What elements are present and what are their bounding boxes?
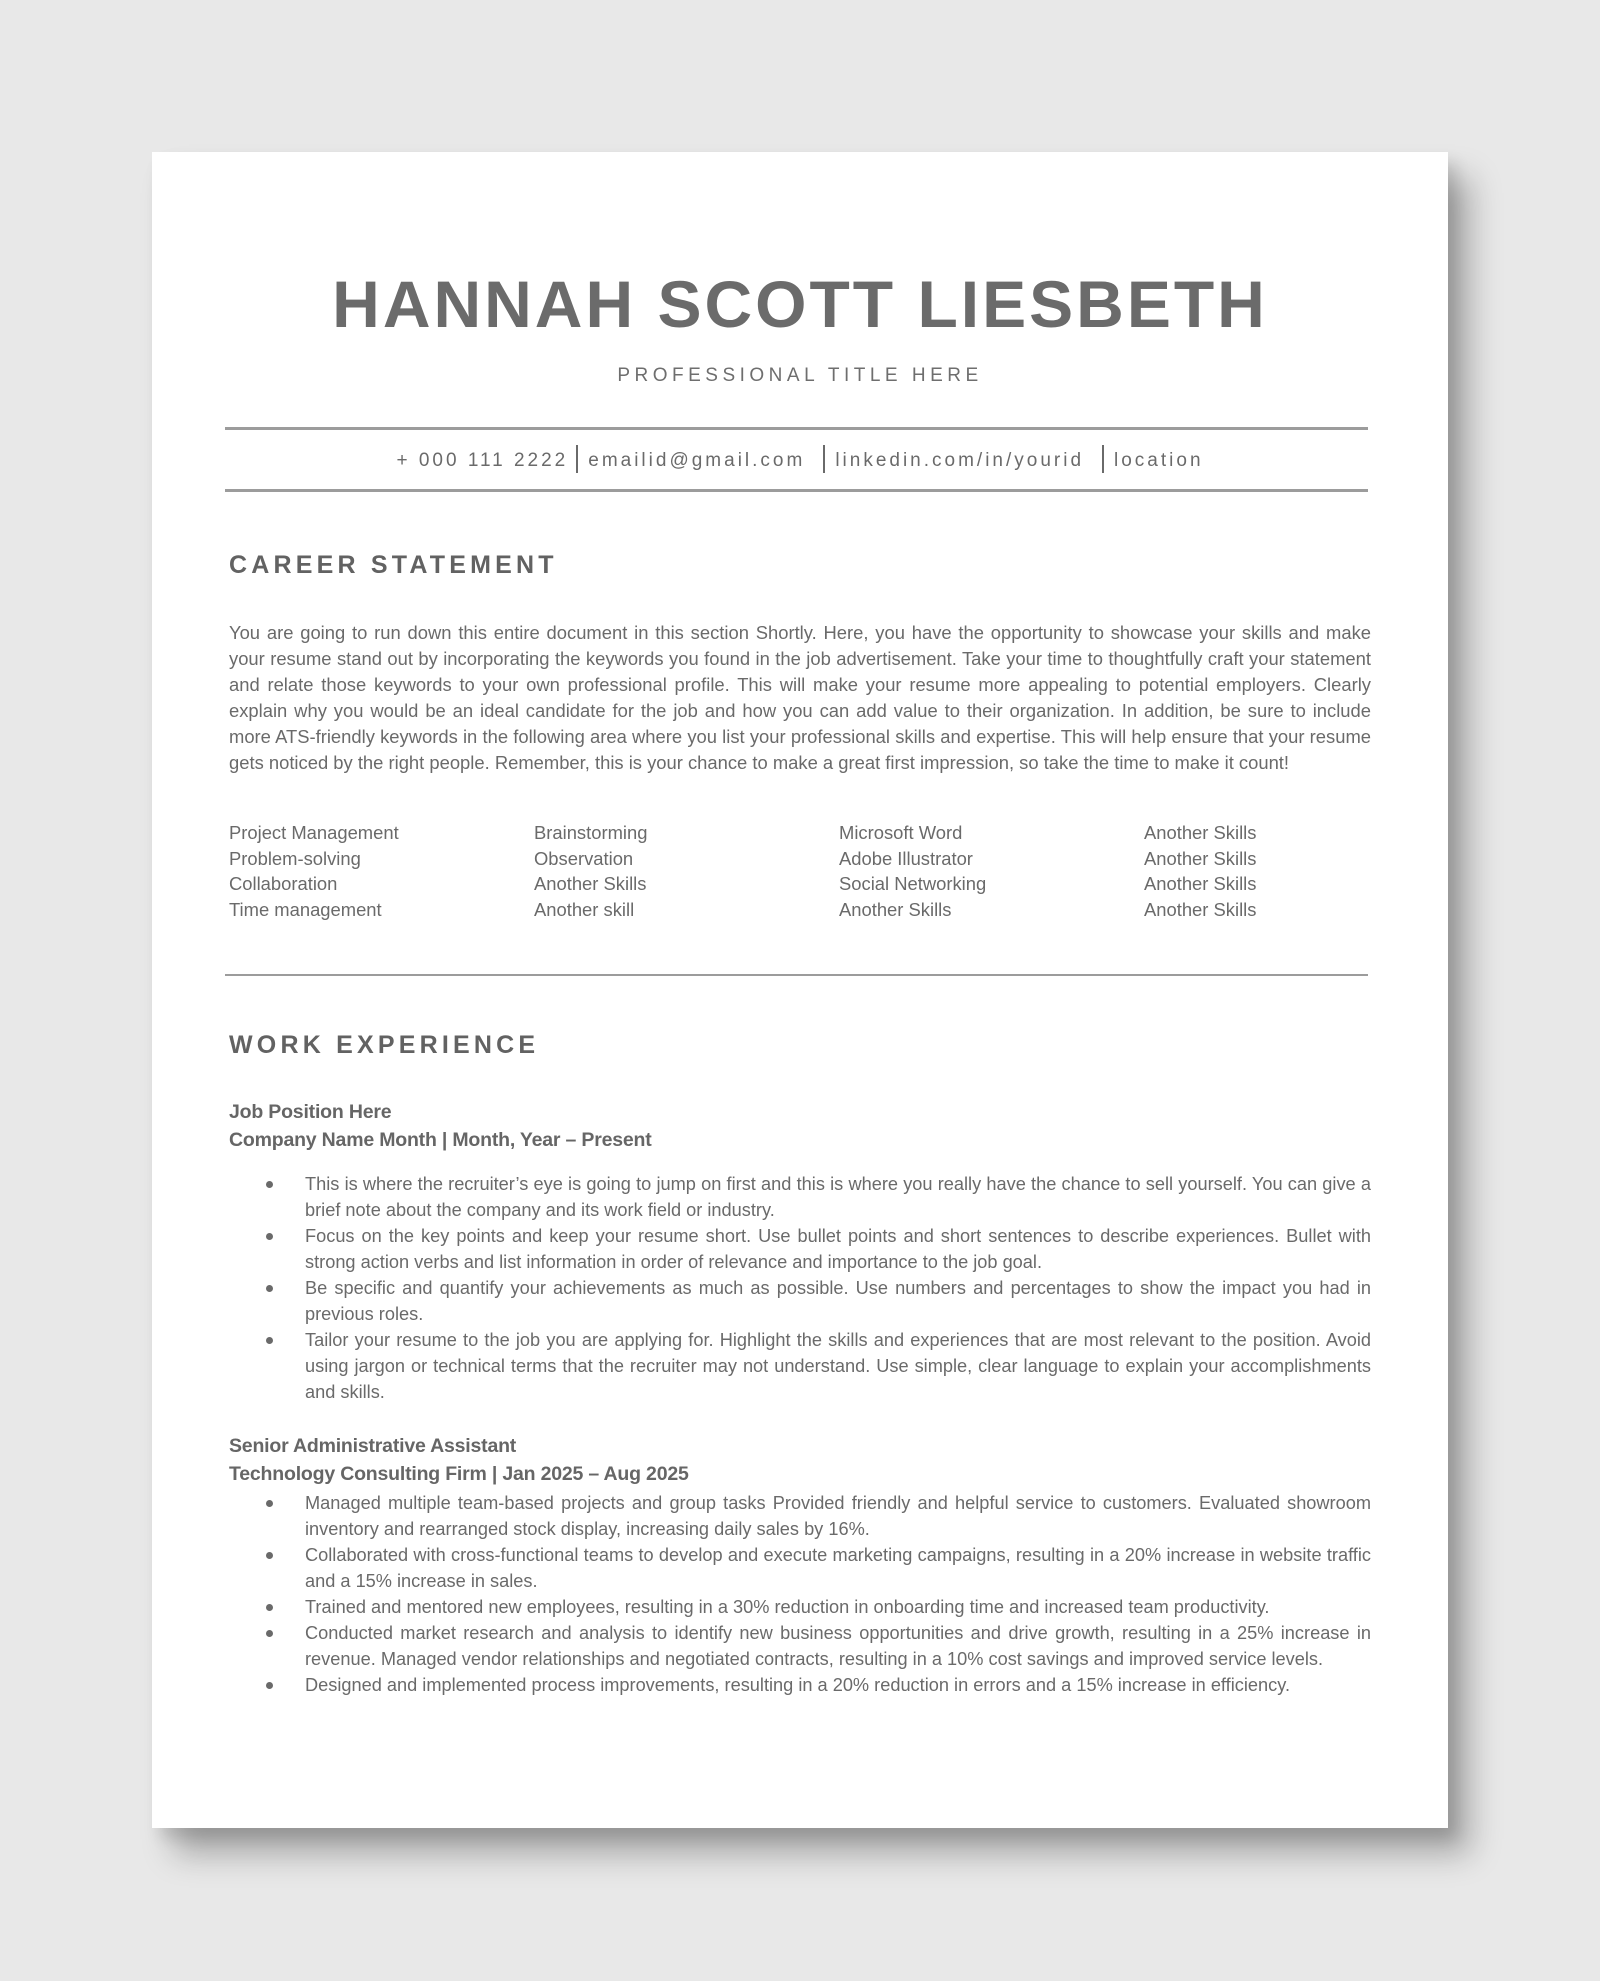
resume-page xyxy=(152,152,1448,1828)
job-company-dates: Company Name Month | Month, Year – Present xyxy=(229,1129,652,1151)
job-title: Senior Administrative Assistant xyxy=(229,1435,517,1457)
bullet-item: Conducted market research and analysis to identify new business opportunities and drive growth, resulting in a 25% increase in revenue. Managed vendor relationships and negotiated contracts, resulting in a 10% cost savings and improved service levels. xyxy=(229,1620,1371,1672)
bullet-item: Be specific and quantify your achievements as much as possible. Use numbers and percentages to show the impact you had in previous roles. xyxy=(229,1275,1371,1327)
skill-item: Another Skills xyxy=(534,873,647,895)
header-top-rule xyxy=(225,427,1368,430)
job-bullet-list xyxy=(229,1171,1371,1405)
contact-separator xyxy=(576,445,578,473)
skill-item: Adobe Illustrator xyxy=(839,847,973,869)
section-divider xyxy=(225,974,1368,976)
bullet-icon xyxy=(266,1552,273,1559)
skill-item: Another Skills xyxy=(1144,822,1257,843)
skill-item: Social Networking xyxy=(839,873,987,895)
skills-grid xyxy=(229,820,1449,923)
skill-item: Microsoft Word xyxy=(839,822,963,843)
contact-linkedin: linkedin.com/in/yourid xyxy=(835,450,1085,472)
bullet-icon xyxy=(266,1682,273,1689)
contact-location: location xyxy=(1114,450,1204,472)
skill-item: Collaboration xyxy=(229,873,338,895)
job-title: Job Position Here xyxy=(229,1101,392,1123)
bullet-icon xyxy=(266,1233,273,1240)
career-statement-text: You are going to run down this entire document in this section Shortly. Here, you have the opportunity to showcase your skills and make your resume stand out by incorporating the keywords you found in the job advertisement. Take your time to thoughtfully craft your statement and relate those keywords to your own professional profile. This will make your resume more appealing to potential employers. Clearly explain why you would be an ideal candidate for the job and how you can add value to their organization. In addition, be sure to include more ATS-friendly keywords in the following area where you list your professional skills and expertise. This will help ensure that your resume gets noticed by the right people. Remember, this is your chance to make a great first impression, so take the time to make it count! xyxy=(229,622,1371,773)
skill-item: Another Skills xyxy=(1144,899,1257,921)
bullet-icon xyxy=(266,1630,273,1637)
job-company-dates: Technology Consulting Firm | Jan 2025 – Aug 2025 xyxy=(229,1463,689,1485)
professional-title: PROFESSIONAL TITLE HERE xyxy=(617,365,983,386)
job-bullet-list xyxy=(229,1490,1371,1698)
bullet-item: Focus on the key points and keep your resume short. Use bullet points and short sentences to describe experiences. Bullet with strong action verbs and list information in order of relevance and importance to the job goal. xyxy=(229,1223,1371,1275)
bullet-item: Managed multiple team-based projects and group tasks Provided friendly and helpful service to customers. Evaluated showroom inventory and rearranged stock display, increasing daily sales by 16%. xyxy=(229,1490,1371,1542)
contact-phone: + 000 111 2222 xyxy=(396,450,569,472)
skill-item: Problem-solving xyxy=(229,847,361,869)
contact-separator xyxy=(1102,445,1104,473)
bullet-icon xyxy=(266,1337,273,1344)
skill-item: Observation xyxy=(534,847,634,869)
contact-separator xyxy=(823,445,825,473)
bullet-icon xyxy=(266,1500,273,1507)
skill-item: Another Skills xyxy=(1144,873,1257,895)
work-experience-heading: WORK EXPERIENCE xyxy=(229,1031,540,1059)
skill-item: Another skill xyxy=(534,899,635,921)
bullet-icon xyxy=(266,1181,273,1188)
skill-item: Time management xyxy=(229,899,382,921)
bullet-item: Designed and implemented process improvements, resulting in a 20% reduction in errors and a 15% increase in efficiency. xyxy=(229,1672,1371,1698)
skill-item: Project Management xyxy=(229,822,399,843)
bullet-item: Collaborated with cross-functional teams to develop and execute marketing campaigns, resulting in a 20% increase in website traffic and a 15% increase in sales. xyxy=(229,1542,1371,1594)
bullet-item: Trained and mentored new employees, resulting in a 30% reduction in onboarding time and increased team productivity. xyxy=(229,1594,1371,1620)
career-statement-heading: CAREER STATEMENT xyxy=(229,551,558,579)
bullet-icon xyxy=(266,1285,273,1292)
skill-item: Brainstorming xyxy=(534,822,648,843)
contact-email: emailid@gmail.com xyxy=(588,450,806,472)
skill-item: Another Skills xyxy=(1144,847,1257,869)
bullet-icon xyxy=(266,1604,273,1611)
bullet-item: Tailor your resume to the job you are applying for. Highlight the skills and experiences that are most relevant to the position. Avoid using jargon or technical terms that the recruiter may not understand. Use simple, clear language to explain your accomplishments and skills. xyxy=(229,1327,1371,1405)
contact-bar xyxy=(152,447,1448,475)
candidate-name: HANNAH SCOTT LIESBETH xyxy=(332,267,1268,341)
header-bottom-rule xyxy=(225,489,1368,492)
skill-item: Another Skills xyxy=(839,899,952,921)
bullet-item: This is where the recruiter’s eye is going to jump on first and this is where you really have the chance to sell yourself. You can give a brief note about the company and its work field or industry. xyxy=(229,1171,1371,1223)
